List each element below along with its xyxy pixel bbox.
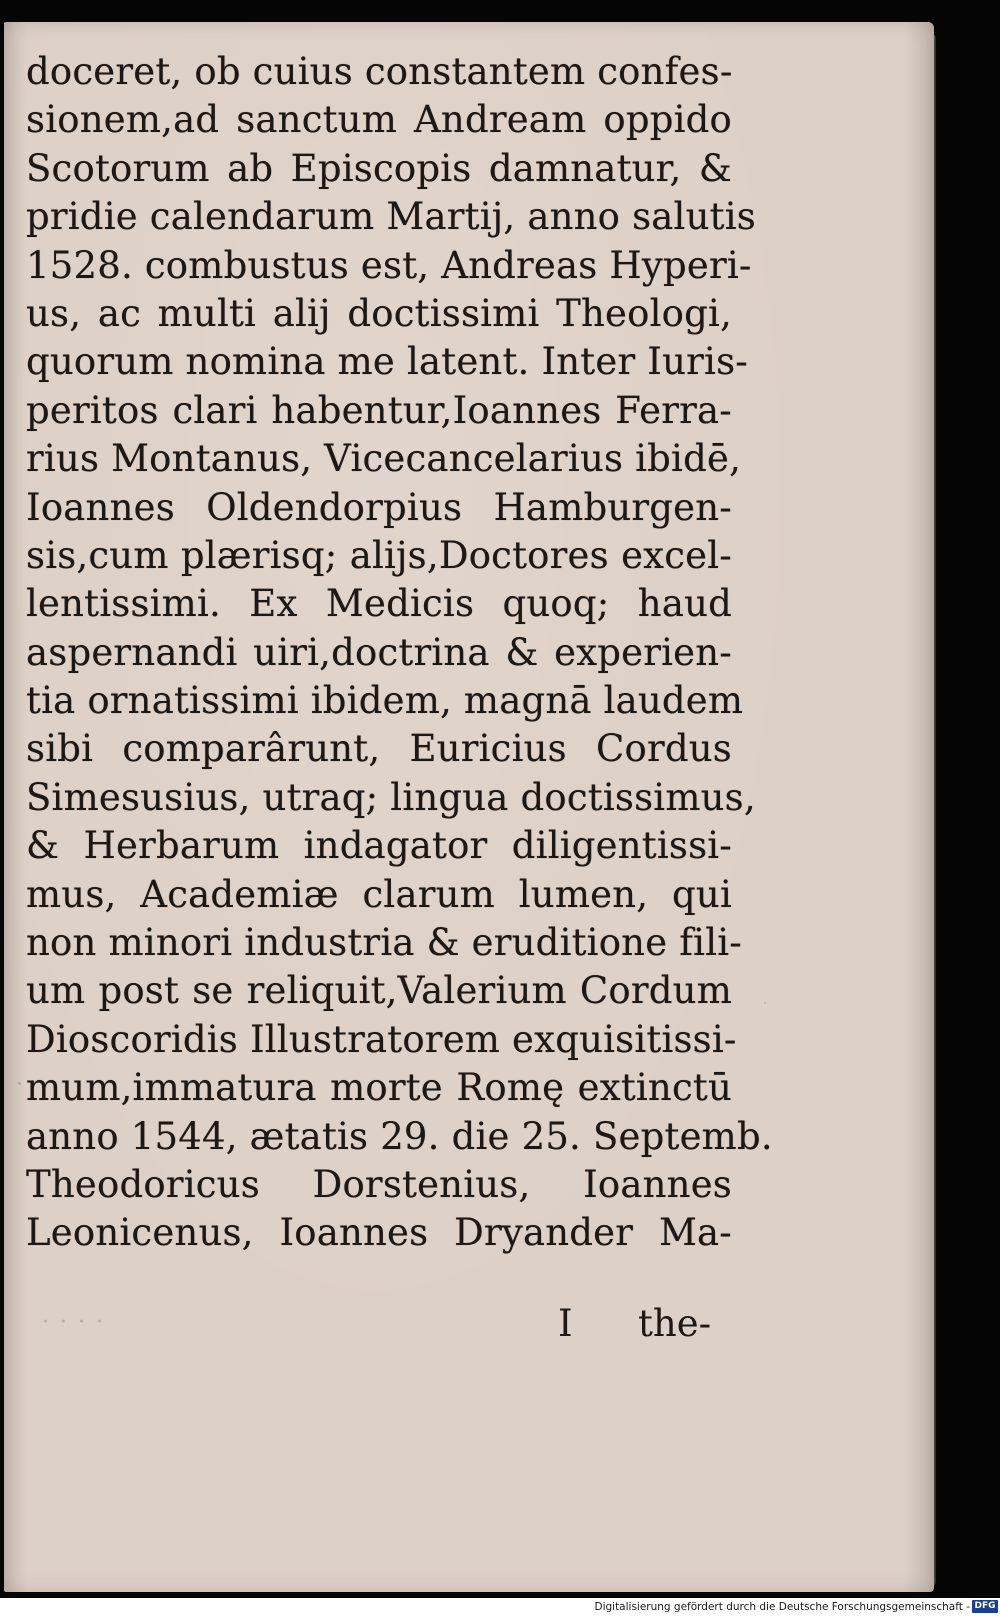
signature-mark: I [558,1302,573,1345]
text-line: us, ac multi alij doctissimi Theologi, [26,291,732,335]
text-line: Scotorum ab Episcopis damnatur, & [26,146,732,190]
text-line: aspernandi uiri,doctrina & experien- [26,630,732,674]
dfg-logo: DFG [972,1600,998,1613]
text-line: non minori industria & eruditione fili- [26,921,742,965]
text-line: doceret, ob cuius constantem confes- [26,50,733,93]
text-line: Leonicenus, Ioannes Dryander Ma- [26,1211,732,1255]
text-line: tia ornatissimi ibidem, magnā laudem [26,679,744,723]
text-line: peritos clari habentur,Ioannes Ferra- [26,388,732,432]
paper-speck [764,1002,766,1004]
text-line: mum,immatura morte Romę extinctū [26,1066,732,1110]
text-line: lentissimi. Ex Medicis quoq; haud [26,582,732,626]
faded-mark: · · · · [42,1310,105,1335]
text-line: Ioannes Oldendorpius Hamburgen- [26,485,732,529]
text-line: Dioscoridis Illustratorem exquisitissi- [26,1017,737,1061]
text-line: Theodoricus Dorstenius, Ioannes [26,1162,732,1206]
page-text-block [26,48,773,1258]
text-line: um post se reliquit,Valerium Cordum [26,969,732,1013]
text-line: sionem,ad sanctum Andream oppido [26,98,732,142]
text-line: rius Montanus, Vicecancelarius ibidē, [26,437,742,481]
text-line: pridie calendarum Martij, anno salutis [26,195,756,239]
page-footer-line [26,1300,732,1348]
catchword: the- [638,1302,712,1345]
text-line: & Herbarum indagator diligentissi- [26,824,732,868]
text-line: quorum nomina me latent. Inter Iuris- [26,340,748,384]
text-line: sibi comparârunt, Euricius Cordus [26,727,732,771]
text-line: sis,cum plærisq; alijs,Doctores excel- [26,533,732,577]
text-line: mus, Academiæ clarum lumen, qui [26,872,732,916]
paper-speck [18,1082,21,1085]
digitization-credit: Digitalisierung gefördert durch die Deutsche Forschungsgemeinschaft - [594,1601,970,1613]
text-line: Simesusius, utraq; lingua doctissimus, [26,775,756,819]
text-line: 1528. combustus est, Andreas Hyperi- [26,243,752,287]
text-line: anno 1544, ætatis 29. die 25. Septemb. [26,1114,773,1158]
